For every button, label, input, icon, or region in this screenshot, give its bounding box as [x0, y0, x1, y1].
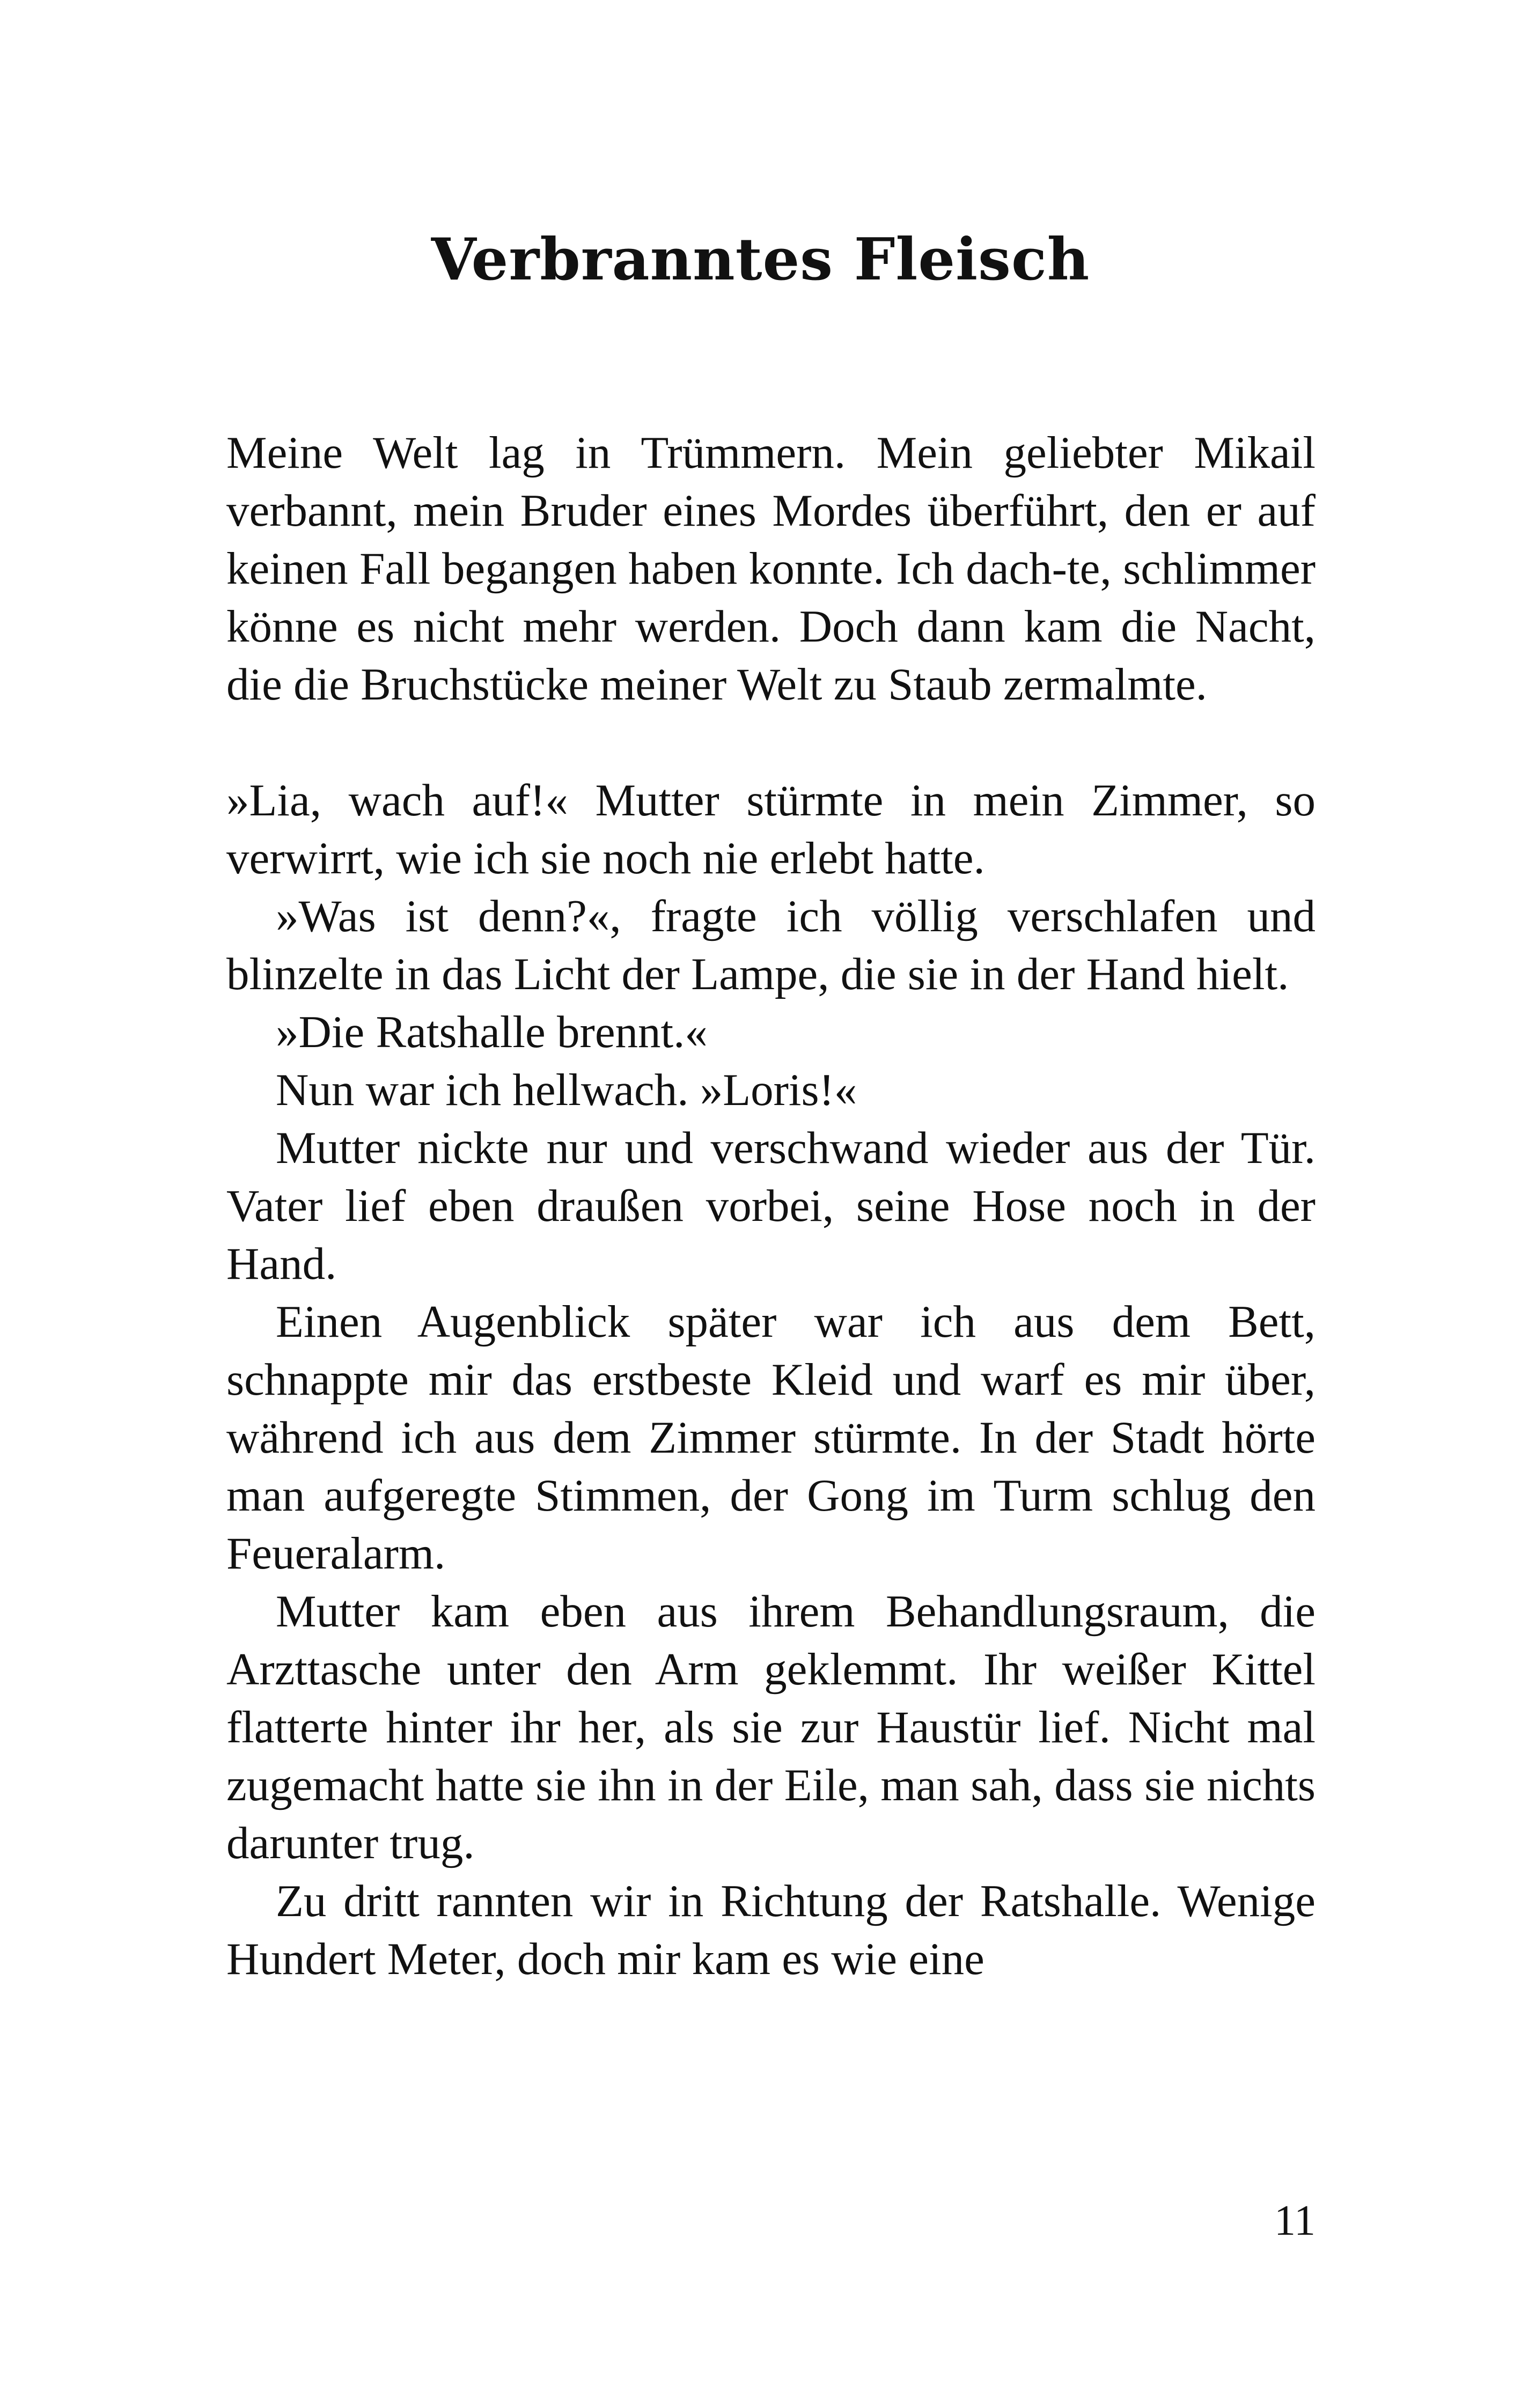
chapter-body	[226, 424, 1316, 1988]
paragraph-doctor-bag: Mutter kam eben aus ihrem Behandlungsraum, die Arzttasche unter den Arm geklemmt. Ihr weißer Kittel flatterte hinter ihr her, als sie zur Haustür lief. Nicht mal zugemacht hatte sie ihn in der Eile, man sah, dass sie nichts darunter trug.	[226, 1586, 1316, 1868]
paragraph-wake-up: »Lia, wach auf!« Mutter stürmte in mein Zimmer, so verwirrt, wie ich sie noch nie erlebt hatte.	[226, 775, 1316, 883]
paragraph-hall-burning: »Die Ratshalle brennt.«	[276, 1007, 708, 1057]
paragraph-question: »Was ist denn?«, fragte ich völlig verschlafen und blinzelte in das Licht der Lampe, die sie in der Hand hielt.	[226, 891, 1316, 999]
paragraph-mother-nods: Mutter nickte nur und verschwand wieder aus der Tür. Vater lief eben draußen vorbei, seine Hose noch in der Hand.	[226, 1123, 1316, 1289]
chapter-title: Verbranntes Fleisch	[431, 226, 1090, 293]
paragraph-out-of-bed: Einen Augenblick später war ich aus dem Bett, schnappte mir das erstbeste Kleid und warf es mir über, während ich aus dem Zimmer stürmte. In der Stadt hörte man aufgeregte Stimmen, der Gong im Turm schlug den Feueralarm.	[226, 1297, 1316, 1579]
page-number: 11	[1274, 2197, 1316, 2244]
paragraph-opening: Meine Welt lag in Trümmern. Mein geliebter Mikail verbannt, mein Bruder eines Mordes überführt, den er auf keinen Fall begangen haben konnte. Ich dach-te, schlimmer könne es nicht mehr werden. Doch dann kam die Nacht, die die Bruchstücke meiner Welt zu Staub zermalmte.	[226, 428, 1316, 710]
paragraph-running: Zu dritt rannten wir in Richtung der Ratshalle. Wenige Hundert Meter, doch mir kam es wie eine	[226, 1876, 1316, 1984]
section-break	[226, 713, 1316, 771]
paragraph-loris: Nun war ich hellwach. »Loris!«	[276, 1065, 857, 1115]
